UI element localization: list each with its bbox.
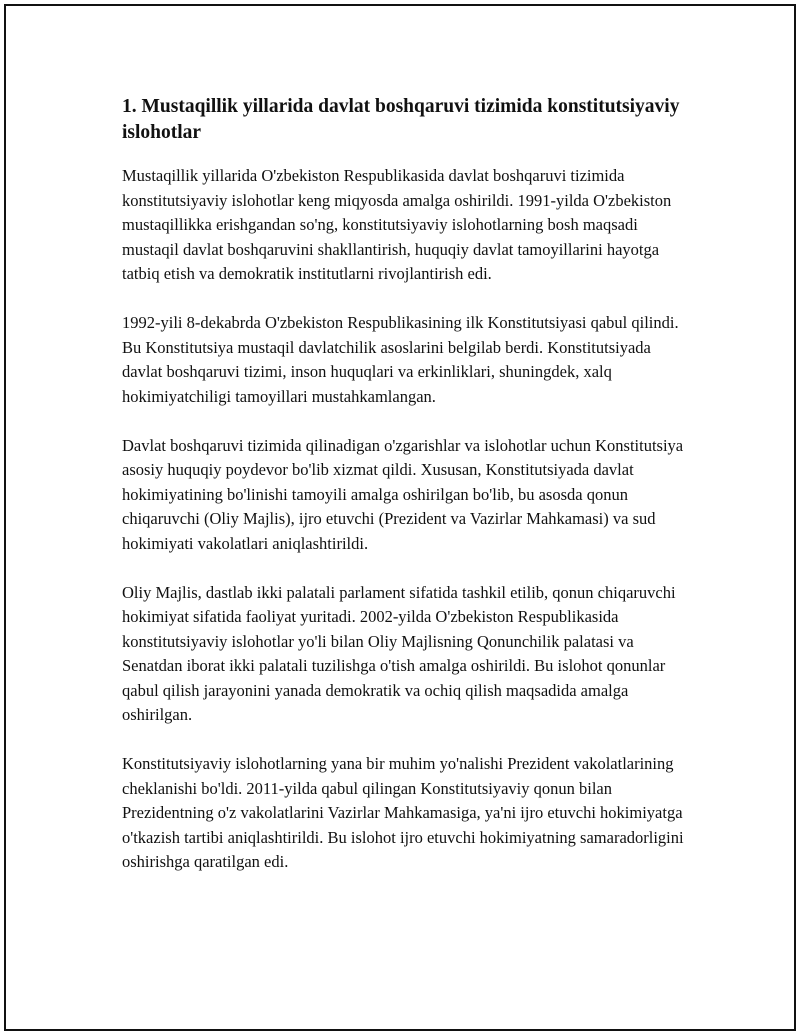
page-frame [4,4,796,1031]
document-title: 1. Mustaqillik yillarida davlat boshqaruvi tizimida konstitutsiyaviy islohotlar [122,96,680,143]
paragraph-3: Davlat boshqaruvi tizimida qilinadigan o'zgarishlar va islohotlar uchun Konstitutsiya asosiy huquqiy poydevor bo'lib xizmat qildi. Xususan, Konstitutsiyada davlat hokimiyatining bo'linishi tamoyili amalga oshirilgan bo'lib, bu asosda qonun chiqaruvchi (Oliy Majlis), ijro etuvchi (Prezident va Vazirlar Mahkamasi) va sud hokimiyati vakolatlari aniqlashtirildi. [122,435,684,553]
document-body [122,94,694,899]
paragraph-5: Konstitutsiyaviy islohotlarning yana bir muhim yo'nalishi Prezident vakolatlarining cheklanishi bo'ldi. 2011-yilda qabul qilingan Konstitutsiyaviy qonun bilan Prezidentning o'z vakolatlarini Vazirlar Mahkamasiga, ya'ni ijro etuvchi hokimiyatga o'tkazish tartibi aniqlashtirildi. Bu islohot ijro etuvchi hokimiyatning samaradorligini oshirishga qaratilgan edi. [122,754,684,871]
paragraph-4: Oliy Majlis, dastlab ikki palatali parlament sifatida tashkil etilib, qonun chiqaruvchi hokimiyat sifatida faoliyat yuritadi. 2002-yilda O'zbekiston Respublikasida konstitutsiyaviy islohotlar yo'li bilan Oliy Majlisning Qonunchilik palatasi va Senatdan iborat ikki palatali tuzilishga o'tish amalga oshirildi. Bu islohot qonunlar qabul qilish jarayonini yanada demokratik va ochiq qilish maqsadida amalga oshirilgan. [122,582,676,724]
paragraph-2: 1992-yili 8-dekabrda O'zbekiston Respublikasining ilk Konstitutsiyasi qabul qilindi. Bu Konstitutsiya mustaqil davlatchilik asoslarini belgilab berdi. Konstitutsiyada davlat boshqaruvi tizimi, inson huquqlari va erkinliklari, shuningdek, xalq hokimiyatchiligi tamoyillari mustahkamlangan. [122,313,679,406]
paragraph-1: Mustaqillik yillarida O'zbekiston Respublikasida davlat boshqaruvi tizimida konstitutsiyaviy islohotlar keng miqyosda amalga oshirildi. 1991-yilda O'zbekiston mustaqillikka erishgandan so'ng, konstitutsiyaviy islohotlarning bosh maqsadi mustaqil davlat boshqaruvini shakllantirish, huquqiy davlat tamoyillarini hayotga tatbiq etish va demokratik institutlarni rivojlantirish edi. [122,166,672,283]
